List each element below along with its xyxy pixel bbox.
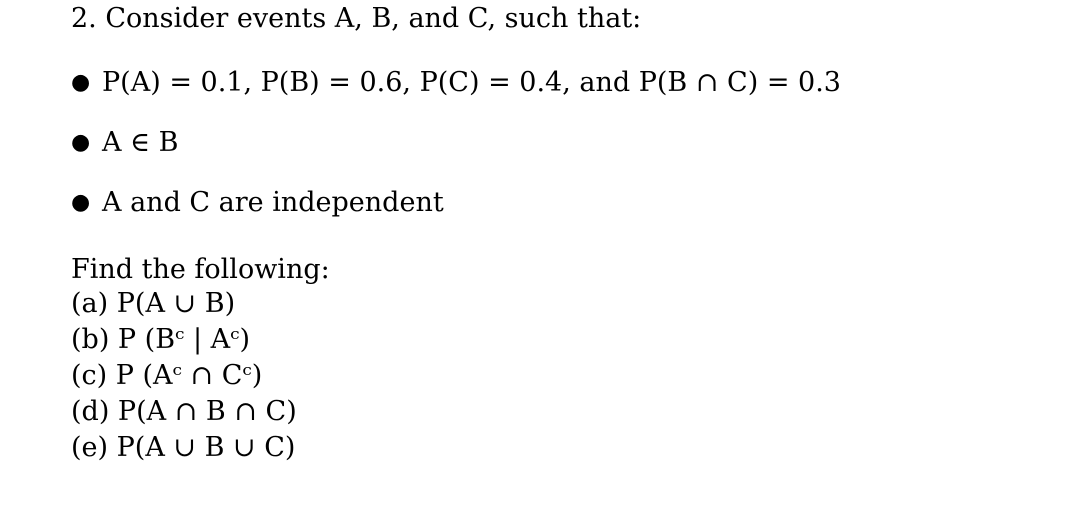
given-list-item <box>71 129 179 156</box>
part-a: (a) P(A ∪ B) <box>71 288 236 319</box>
given-list-item <box>71 189 444 216</box>
part-c: (c) P (Aᶜ ∩ Cᶜ) <box>71 360 263 391</box>
part-d: (d) P(A ∩ B ∩ C) <box>71 396 297 427</box>
bullet-icon: ● <box>71 130 91 155</box>
part-b: (b) P (Bᶜ | Aᶜ) <box>71 324 251 355</box>
given-probabilities: P(A) = 0.1, P(B) = 0.6, P(C) = 0.4, and P(B ∩ C) = 0.3 <box>102 67 841 98</box>
given-list-item <box>71 69 841 96</box>
part-e: (e) P(A ∪ B ∪ C) <box>71 432 296 463</box>
given-subset-relation: A ∈ B <box>102 127 179 158</box>
given-independence: A and C are independent <box>102 187 444 218</box>
bullet-icon: ● <box>71 70 91 95</box>
question-header: 2. Consider events A, B, and C, such that: <box>71 3 642 34</box>
bullet-icon: ● <box>71 190 91 215</box>
find-label: Find the following: <box>71 254 330 285</box>
